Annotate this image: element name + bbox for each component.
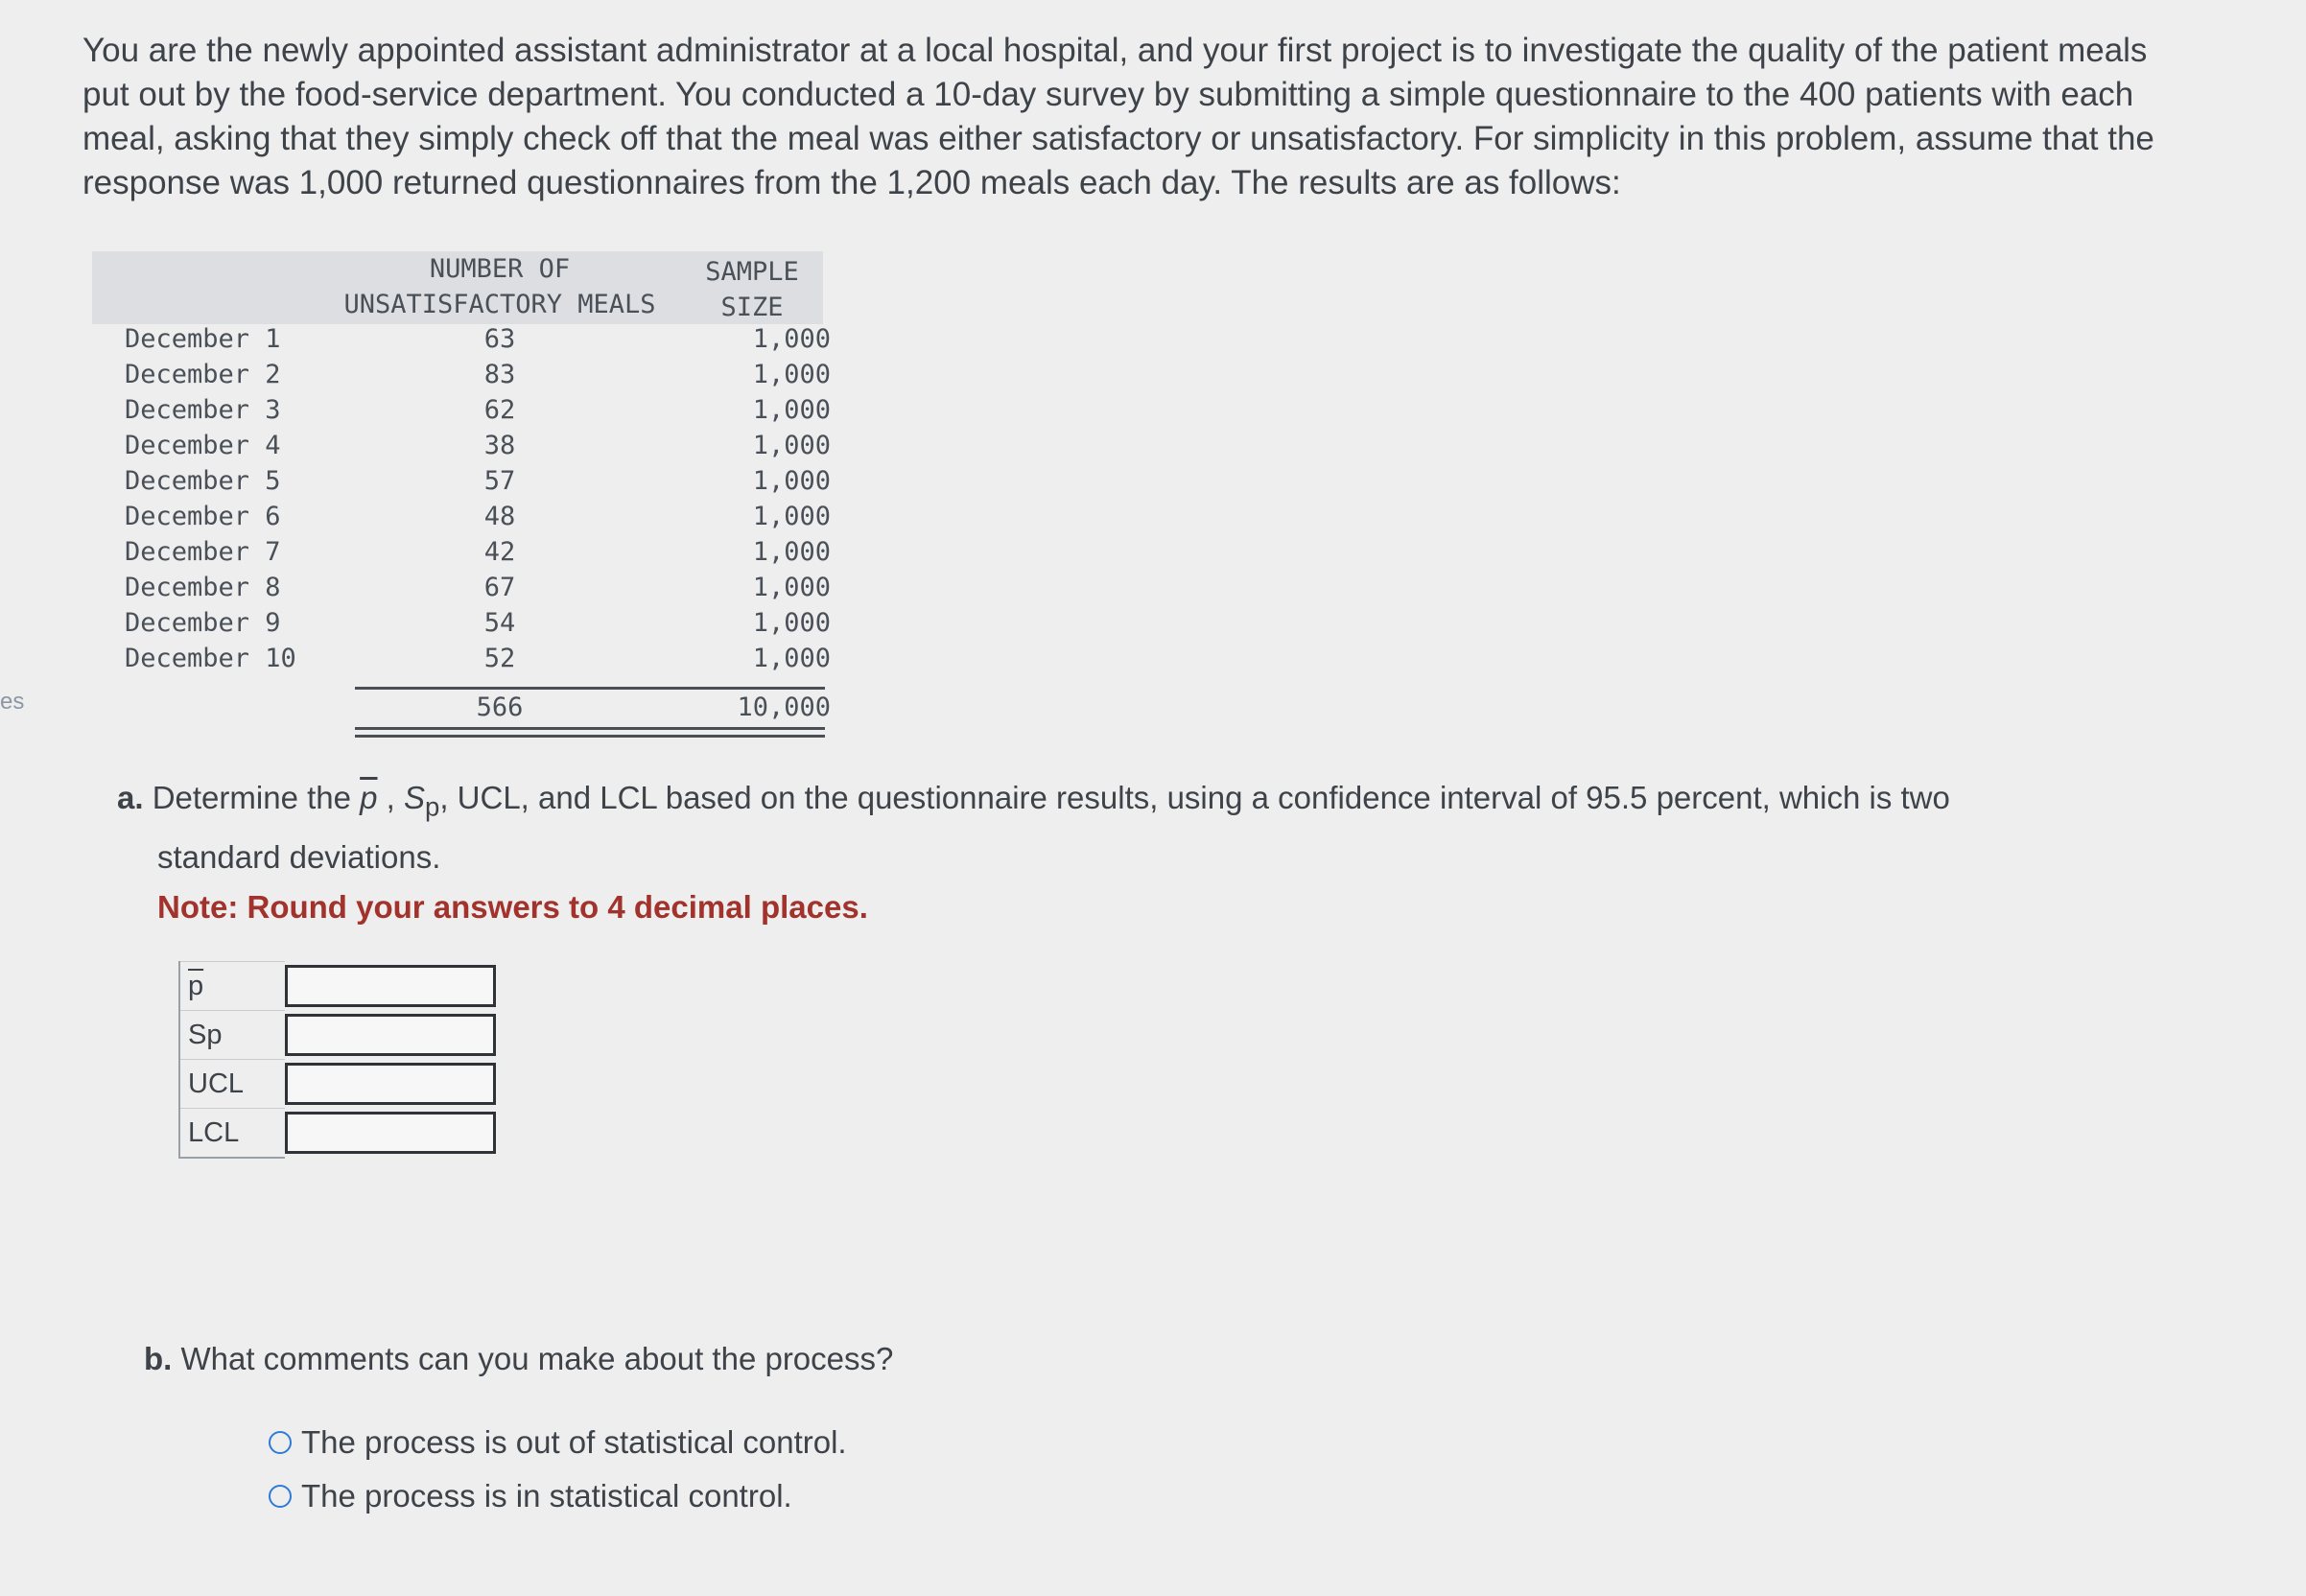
part-b-prefix: b. <box>144 1341 173 1376</box>
table-row <box>92 395 859 431</box>
radio-button[interactable] <box>269 1431 292 1454</box>
row-unsatisfactory-count: 67 <box>483 573 516 602</box>
part-a-prefix: a. <box>117 780 144 815</box>
subtotal-rule <box>355 687 825 690</box>
row-unsatisfactory-count: 48 <box>483 502 516 531</box>
table-row <box>92 573 859 608</box>
row-unsatisfactory-count: 38 <box>483 431 516 460</box>
total-double-rule-bottom <box>355 735 825 738</box>
row-sample-size: 1,000 <box>752 502 831 531</box>
answer-table <box>178 961 504 1159</box>
answer-row-pbar <box>179 962 503 1011</box>
part-b-text: What comments can you make about the process? <box>172 1341 894 1376</box>
ucl-input[interactable] <box>285 1063 496 1105</box>
header-unsatisfactory-meals: NUMBER OF UNSATISFACTORY MEALS <box>343 254 656 319</box>
answer-row-lcl <box>179 1109 503 1159</box>
row-unsatisfactory-count: 57 <box>483 466 516 496</box>
option-out-of-control[interactable] <box>269 1416 847 1469</box>
row-unsatisfactory-count: 52 <box>483 644 516 673</box>
row-unsatisfactory-count: 62 <box>483 395 516 425</box>
row-date: December 5 <box>125 466 281 496</box>
total-double-rule-top <box>355 727 825 730</box>
sp-subscript: p <box>425 791 440 822</box>
row-date: December 4 <box>125 431 281 460</box>
header-sample-size: SAMPLE SIZE <box>705 257 799 322</box>
table-row <box>92 644 859 679</box>
table-row <box>92 537 859 573</box>
row-date: December 9 <box>125 608 281 638</box>
row-sample-size: 1,000 <box>752 608 831 638</box>
option-label: The process is out of statistical control. <box>301 1424 847 1460</box>
option-in-control[interactable] <box>269 1469 847 1523</box>
radio-button[interactable] <box>269 1485 292 1508</box>
table-row <box>92 431 859 466</box>
row-unsatisfactory-count: 83 <box>483 360 516 389</box>
table-row <box>92 466 859 502</box>
row-unsatisfactory-count: 54 <box>483 608 516 638</box>
pbar-input[interactable] <box>285 965 496 1007</box>
row-date: December 3 <box>125 395 281 425</box>
row-sample-size: 1,000 <box>752 537 831 567</box>
problem-statement: You are the newly appointed assistant administrator at a local hospital, and your first project is to investigate the quality of the patient meals put out by the food-service department. You conducted a 10-day survey by submitting a simple questionnaire to the 400 patients with each meal, asking that they simply check off that the meal was either satisfactory or unsatisfactory. For simplicity in this problem, assume that the response was 1,000 returned questionnaires from the 1,200 meals each day. The results are as follows: <box>82 32 2154 201</box>
row-sample-size: 1,000 <box>752 573 831 602</box>
total-unsatisfactory-count: 566 <box>476 692 524 722</box>
row-sample-size: 1,000 <box>752 466 831 496</box>
clipped-edge-text: es <box>0 689 25 715</box>
table-row <box>92 360 859 395</box>
table-row <box>92 608 859 644</box>
part-b-question <box>144 1341 893 1377</box>
part-a-question <box>117 773 2131 932</box>
table-row <box>92 324 859 360</box>
answer-label-pbar: $\overline{p}$ <box>179 962 285 1011</box>
total-sample-size: 10,000 <box>737 692 831 722</box>
answer-label-sp: Sp <box>179 1011 285 1060</box>
row-sample-size: 1,000 <box>752 324 831 354</box>
answer-label-ucl: UCL <box>179 1060 285 1109</box>
row-date: December 6 <box>125 502 281 531</box>
lcl-input[interactable] <box>285 1112 496 1154</box>
row-date: December 10 <box>125 644 296 673</box>
row-sample-size: 1,000 <box>752 360 831 389</box>
row-sample-size: 1,000 <box>752 431 831 460</box>
sp-symbol: S <box>404 780 426 815</box>
row-date: December 1 <box>125 324 281 354</box>
option-label: The process is in statistical control. <box>301 1478 792 1514</box>
total-row <box>92 692 859 728</box>
row-date: December 8 <box>125 573 281 602</box>
part-a-text-before: Determine the <box>143 780 361 815</box>
row-sample-size: 1,000 <box>752 644 831 673</box>
part-a-text-line2: standard deviations. <box>157 838 441 875</box>
rounding-note: Note: Round your answers to 4 decimal places. <box>157 888 868 925</box>
row-unsatisfactory-count: 42 <box>483 537 516 567</box>
table-header <box>92 251 823 324</box>
sp-input[interactable] <box>285 1014 496 1056</box>
p-bar-symbol: $\overline{p}$ <box>360 780 378 815</box>
answer-row-ucl <box>179 1060 503 1109</box>
row-date: December 2 <box>125 360 281 389</box>
row-unsatisfactory-count: 63 <box>483 324 516 354</box>
table-row <box>92 502 859 537</box>
part-a-text-after: , UCL, and LCL based on the questionnaire results, using a confidence interval of 95.5 percent, which is two <box>439 780 1950 815</box>
row-sample-size: 1,000 <box>752 395 831 425</box>
answer-label-lcl: LCL <box>179 1109 285 1159</box>
answer-row-sp <box>179 1011 503 1060</box>
part-b-options <box>269 1416 847 1523</box>
part-a-comma: , <box>377 780 405 815</box>
row-date: December 7 <box>125 537 281 567</box>
